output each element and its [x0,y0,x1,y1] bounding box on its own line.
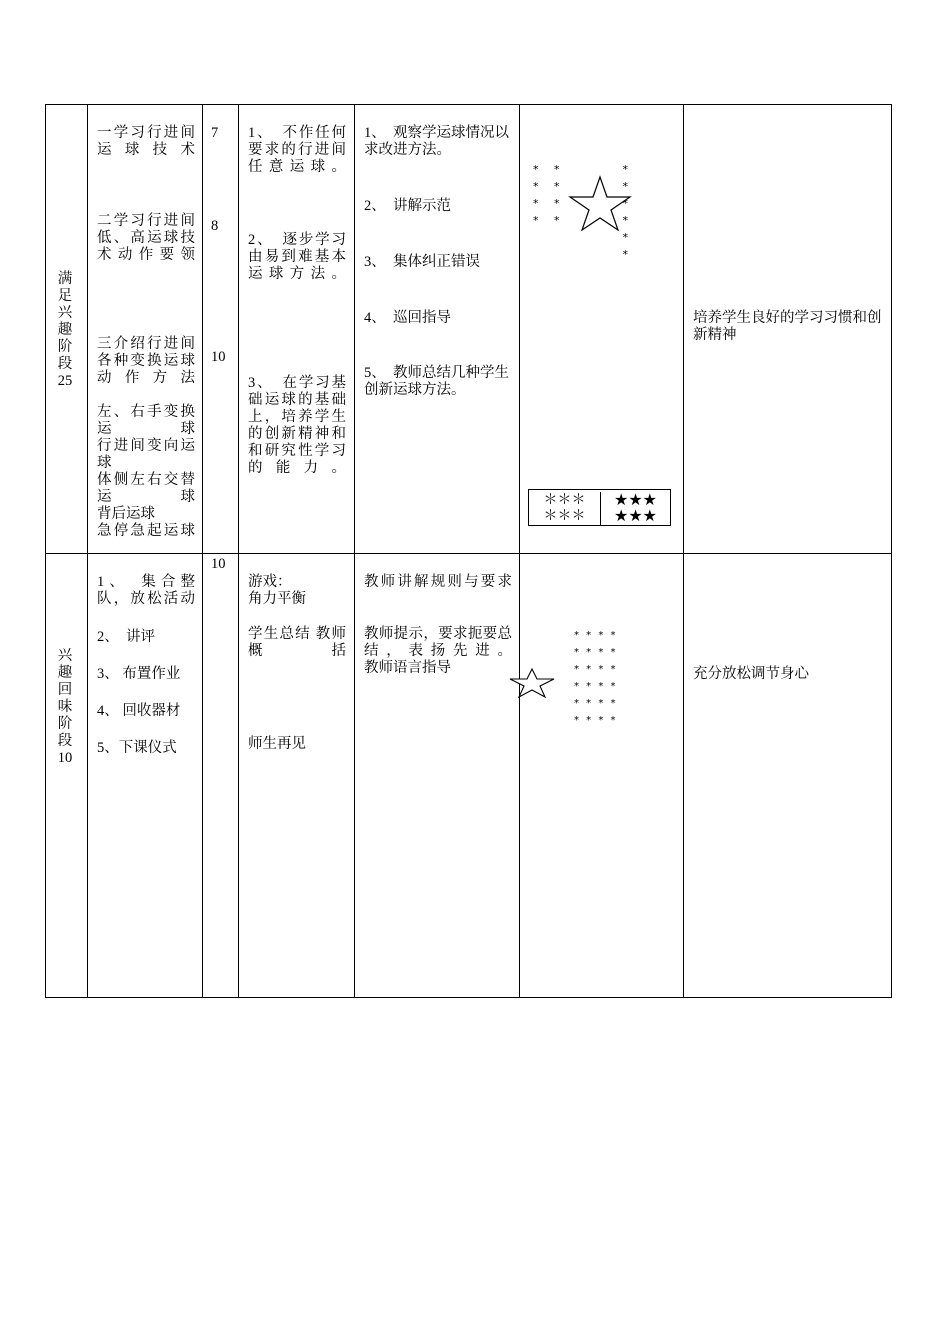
column-divider [683,105,684,997]
teacher-activity: 5、 教师总结几种学生创新运球方法。 [364,365,509,398]
student-formation-grid: * * * * * * * * * * * * * * * * * * * * * * * * [574,630,618,726]
column-divider [519,105,520,997]
outline-star-group: ＊＊＊ ＊＊＊ [529,492,601,525]
teacher-activity: 1、 观察学运球情况以求改进方法。 [364,125,509,158]
column-divider [202,105,203,997]
content-item: 三介绍行进间各种变换运球动作方法 [97,336,195,386]
content-item: 2、 讲评 [97,629,155,645]
student-activity: 学生总结 教师概括 [248,626,346,659]
time-value: 8 [211,218,219,234]
content-item: 二学习行进间低、高运球技术动作要领 [97,213,195,263]
solid-star-group: ★★★ ★★★ [613,490,658,525]
student-activity: 游戏： [248,574,292,590]
content-item: 一学习行进间运球技术 [97,125,195,158]
column-divider [354,105,355,997]
student-activity: 1、 不作任何要求的行进间任意运球。 [248,125,346,175]
lesson-plan-table [45,104,892,998]
content-item: 4、 回收器材 [97,703,181,719]
row-divider [46,553,891,554]
goal-text: 培养学生良好的学习习惯和创新精神 [693,310,882,343]
content-item: 左、右手变换运球 [97,404,195,437]
time-value: 10 [211,556,226,572]
time-value: 10 [211,349,226,365]
time-value: 7 [211,125,219,141]
teacher-activity: 教师语言指导 [364,660,451,676]
student-activity: 师生再见 [248,736,306,752]
content-item: 急停急起运球 [97,523,195,539]
formation-legend-box [528,489,671,526]
stage-label: 满足兴趣阶段25 [57,271,73,389]
teacher-activity: 4、 巡回指导 [364,310,451,326]
column-divider [87,105,88,997]
student-formation-left: * * * * * * * * [533,163,566,227]
student-formation-right: * * * * * * [622,163,634,261]
content-item: 背后运球 [97,506,155,522]
teacher-activity: 教师讲解规则与要求 [364,574,512,590]
outline-star-icon [568,175,632,231]
student-activity: 角力平衡 [248,591,306,607]
content-item: 3、 布置作业 [97,666,181,682]
student-activity: 2、 逐步学习由易到难基本运球方法。 [248,232,346,282]
content-item: 1、 集合整队，放松活动 [97,574,195,607]
teacher-activity: 2、 讲解示范 [364,198,451,214]
student-activity: 3、 在学习基础运球的基础上，培养学生的创新精神和和研究性学习的能力。 [248,375,346,476]
content-item: 行进间变向运球 [97,438,195,471]
content-item: 5、下课仪式 [97,740,177,756]
goal-text: 充分放松调节身心 [693,666,809,682]
content-item: 体侧左右交替运球 [97,472,195,505]
teacher-activity: 教师提示，要求扼要总结，表扬先进。 [364,626,512,659]
column-divider [238,105,239,997]
outline-star-icon [509,668,555,698]
teacher-activity: 3、 集体纠正错误 [364,254,480,270]
stage-label: 兴趣回味阶段10 [57,648,73,766]
